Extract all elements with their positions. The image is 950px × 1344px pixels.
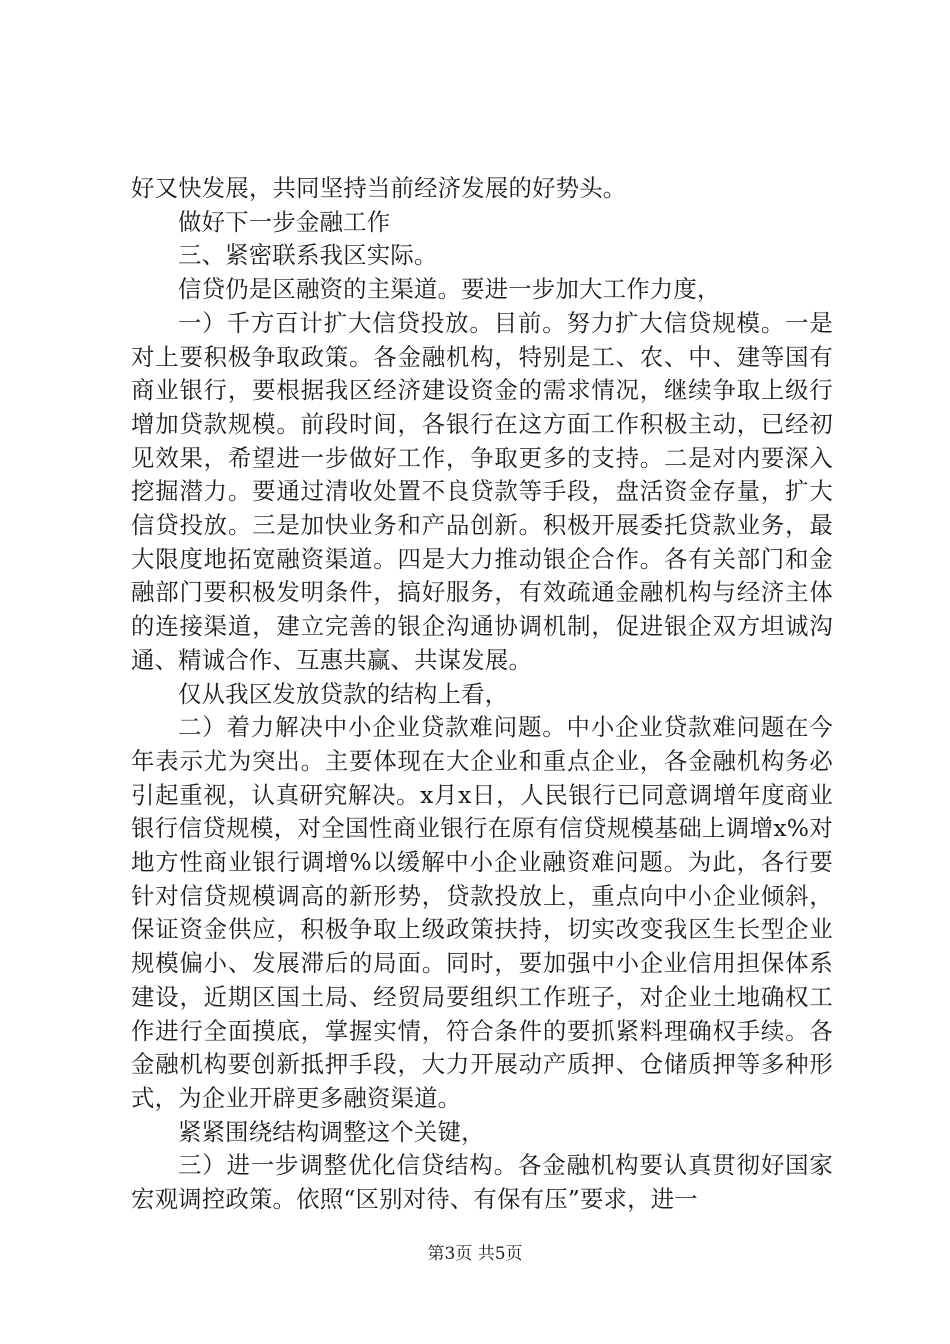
document-body [131, 172, 833, 1217]
paragraph-structural-adjustment: 紧紧围绕结构调整这个关键， [178, 1117, 485, 1146]
paragraph-heading-financial-work: 做好下一步金融工作 [178, 207, 391, 236]
paragraph-optimize-credit: 三）进一步调整优化信贷结构。各金融机构要认真贯彻好国家宏观调控政策。依照“区别对待、有保有压”要求，进一 [131, 1151, 833, 1214]
paragraph-loan-structure: 仅从我区发放贷款的结构上看， [178, 679, 509, 708]
page-number-footer: 第3页 共5页 [427, 1244, 523, 1264]
paragraph-expand-credit: 一）千方百计扩大信贷投放。目前。努力扩大信贷规模。一是对上要积极争取政策。各金融机构，特别是工、农、中、建等国有商业银行，要根据我区经济建设资金的需求情况，继续争取上级行增加贷款规模。前段时间，各银行在这方面工作积极主动，已经初见效果，希望进一步做好工作，争取更多的支持。二是对内要深入挖掘潜力。要通过清收处置不良贷款等手段，盘活资金存量，扩大信贷投放。三是加快业务和产品创新。积极开展委托贷款业务，最大限度地拓宽融资渠道。四是大力推动银企合作。各有关部门和金融部门要积极发明条件，搞好服务，有效疏通金融机构与经济主体的连接渠道，建立完善的银企沟通协调机制，促进银企双方坦诚沟通、精诚合作、互惠共赢、共谋发展。 [131, 308, 833, 674]
paragraph-sme-loans: 二）着力解决中小企业贷款难问题。中小企业贷款难问题在今年表示尤为突出。主要体现在大企业和重点企业，各金融机构务必引起重视，认真研究解决。x月x日，人民银行已同意调增年度商业银行信贷规模，对全国性商业银行在原有信贷规模基础上调增x%对地方性商业银行调增%以缓解中小企业融资难问题。为此，各行要针对信贷规模调高的新形势，贷款投放上，重点向中小企业倾斜，保证资金供应，积极争取上级政策扶持，切实改变我区生长型企业规模偏小、发展滞后的局面。同时，要加强中小企业信用担保体系建设，近期区国土局、经贸局要组织工作班子，对企业土地确权工作进行全面摸底，掌握实情，符合条件的要抓紧料理确权手续。各金融机构要创新抵押手段，大力开展动产质押、仓储质押等多种形式，为企业开辟更多融资渠道。 [131, 713, 833, 1112]
section-heading-three: 三、紧密联系我区实际。 [178, 241, 438, 270]
paragraph-continuation: 好又快发展，共同坚持当前经济发展的好势头。 [131, 174, 627, 202]
paragraph-credit-channel: 信贷仍是区融资的主渠道。要进一步加大工作力度， [178, 275, 721, 304]
